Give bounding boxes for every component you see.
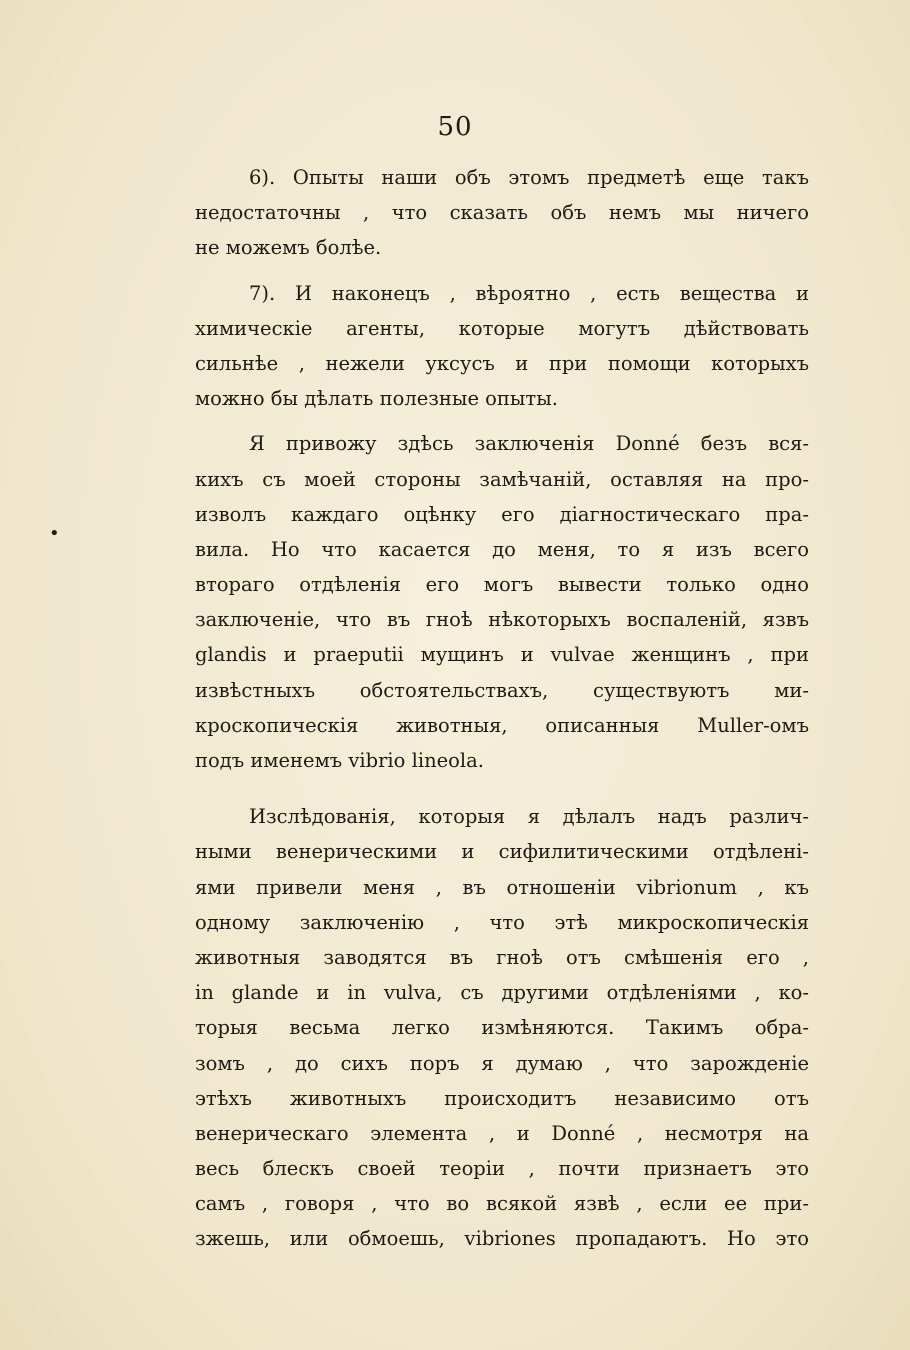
text-line: недостаточны , что сказать объ немъ мы ничего — [195, 201, 809, 225]
text-line: этѣхъ животныхъ происходитъ независимо отъ — [195, 1086, 809, 1110]
page-number: 50 — [437, 112, 473, 142]
text-line: одному заключенію , что этѣ микроскопическія — [195, 910, 809, 934]
margin-mark: • — [49, 523, 60, 544]
text-line: in glande и in vulva, съ другими отдѣленіями , ко- — [195, 981, 809, 1005]
text-line: торыя весьма легко измѣняются. Такимъ обра- — [195, 1016, 809, 1040]
text-line: зжешь, или обмоешь, vibriones пропадаютъ. Но это — [195, 1227, 809, 1251]
text-line: 7). И наконецъ , вѣроятно , есть вещества и — [249, 281, 809, 305]
text-line: самъ , говоря , что во всякой язвѣ , если ее при- — [195, 1192, 809, 1216]
body-text — [195, 160, 809, 1257]
paragraph-gap — [195, 778, 809, 799]
paragraph-gap — [195, 416, 809, 426]
text-line: втораго отдѣленія его могъ вывести только одно — [195, 573, 809, 597]
paragraph-investigations — [195, 799, 809, 1256]
text-line: ями привели меня , въ отношеніи vibrionum , къ — [195, 875, 809, 899]
text-line: весь блескъ своей теоріи , почти признаетъ это — [195, 1157, 809, 1181]
text-line: кроскопическія животныя, описанныя Muller-омъ — [195, 713, 809, 737]
text-line: животныя заводятся въ гноѣ отъ смѣшенія его , — [195, 945, 809, 969]
text-line: подъ именемъ vibrio lineola. — [195, 749, 484, 772]
text-line: кихъ съ моей стороны замѣчаній, оставляя на про- — [195, 467, 809, 491]
text-line: вила. Но что касается до меня, то я изъ всего — [195, 537, 809, 561]
text-line: Изслѣдованія, которыя я дѣлалъ надъ различ- — [249, 805, 809, 829]
paragraph-6 — [195, 160, 809, 266]
paragraph-7 — [195, 276, 809, 417]
text-line: 6). Опыты наши объ этомъ предметѣ еще такъ — [249, 166, 809, 189]
paragraph-conclusions — [195, 426, 809, 778]
text-line: не можемъ болѣе. — [195, 236, 382, 260]
text-line: зомъ , до сихъ поръ я думаю , что зарожденіе — [195, 1051, 809, 1075]
text-line: заключеніе, что въ гноѣ нѣкоторыхъ воспаленій, язвъ — [195, 608, 809, 632]
text-line: химическіе агенты, которые могутъ дѣйствовать — [195, 316, 809, 340]
text-line: венерическаго элемента , и Donné , несмотря на — [195, 1121, 809, 1145]
paragraph-gap — [195, 266, 809, 276]
text-line: изволъ каждаго оцѣнку его діагностическаго пра- — [195, 502, 809, 526]
text-line: Я привожу здѣсь заключенія Donné безъ вся- — [249, 432, 809, 456]
text-line: сильнѣе , нежели уксусъ и при помощи которыхъ — [195, 351, 809, 375]
text-line: glandis и praeputii мущинъ и vulvae женщинъ , при — [195, 643, 809, 667]
text-line: ными венерическими и сифилитическими отдѣлені- — [195, 840, 809, 864]
text-line: извѣстныхъ обстоятельствахъ, существуютъ ми- — [195, 678, 809, 702]
text-line: можно бы дѣлать полезные опыты. — [195, 387, 558, 411]
